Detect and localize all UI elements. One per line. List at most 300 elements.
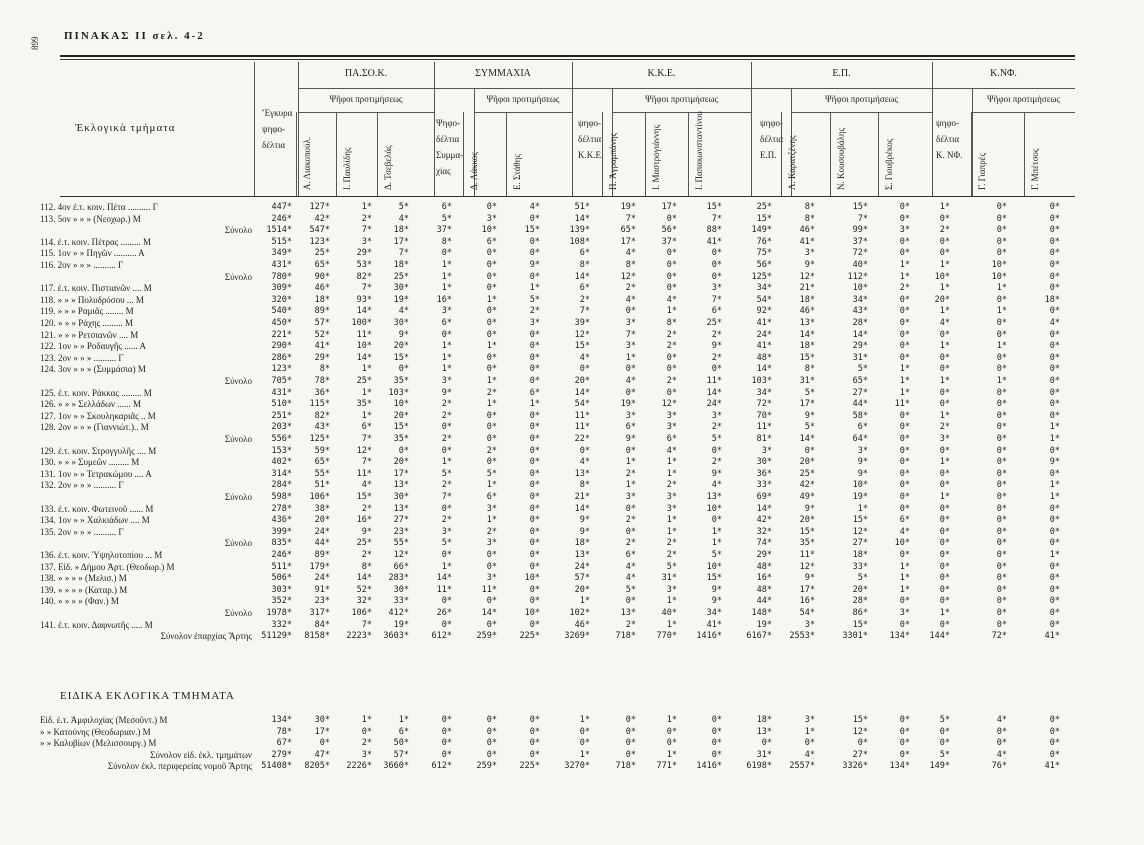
district-label: » » Καλυβίων (Μελισσουργ.) Μ: [40, 738, 157, 749]
cell-value: 0*: [579, 364, 590, 375]
cell-value: 11*: [574, 410, 590, 421]
candidate-divider: [377, 112, 378, 196]
cell-value: 17*: [661, 202, 677, 212]
cell-value: 18*: [1044, 294, 1060, 305]
cell-value: 35*: [356, 399, 372, 410]
cell-value: 2*: [711, 329, 722, 340]
cell-value: 21*: [799, 283, 815, 294]
cell-value: 1*: [398, 715, 409, 725]
cell-value: 11*: [356, 329, 372, 340]
cell-value: 0*: [625, 503, 636, 514]
cell-value: 36*: [314, 387, 330, 398]
party-underline: [298, 88, 434, 89]
district-label: Σύνολο: [224, 225, 252, 236]
cell-value: 3*: [486, 538, 497, 549]
cell-value: 0*: [1049, 619, 1060, 630]
cell-value: 1*: [486, 341, 497, 352]
cell-value: 1*: [939, 492, 950, 502]
cell-value: 14*: [756, 503, 772, 514]
cell-value: 0*: [939, 329, 950, 340]
cell-value: 6*: [486, 236, 497, 247]
cell-value: 4*: [666, 445, 677, 456]
pref-votes-header-0: Ψῆφοι προτιμήσεως: [329, 94, 403, 104]
cell-value: 0*: [529, 445, 540, 456]
cell-value: 0*: [939, 248, 950, 259]
cell-value: 317*: [309, 608, 330, 618]
cell-value: 9*: [711, 468, 722, 479]
cell-value: 31*: [852, 352, 868, 363]
cell-value: 41*: [799, 236, 815, 247]
cell-value: 1*: [996, 376, 1007, 386]
table-row: [0, 225, 1144, 236]
cell-value: 123*: [309, 236, 330, 247]
district-label: 131. 1ον » » Τετρακώμου .... Α: [40, 468, 152, 479]
cell-value: 9*: [804, 260, 815, 270]
cell-value: 0*: [666, 271, 677, 282]
cell-value: 29*: [356, 248, 372, 259]
cell-value: 91*: [314, 584, 330, 595]
ballot-divider: [972, 88, 973, 196]
table-row: [0, 469, 1144, 480]
cell-value: 51408*: [261, 761, 292, 772]
cell-value: 64*: [852, 434, 868, 444]
cell-value: 15*: [799, 526, 815, 537]
cell-value: 0*: [939, 515, 950, 526]
cell-value: 8158*: [304, 631, 330, 642]
cell-value: 0*: [666, 213, 677, 224]
cell-value: 52*: [356, 584, 372, 595]
cell-value: 15*: [356, 492, 372, 502]
cell-value: 0*: [361, 726, 372, 737]
table-row: [0, 376, 1144, 387]
cell-value: 55*: [393, 538, 409, 549]
district-label: 132. 2ον » » » .......... Γ: [40, 480, 124, 491]
cell-value: 2*: [625, 619, 636, 630]
cell-value: 8*: [361, 561, 372, 572]
cell-value: 25*: [314, 248, 330, 259]
cell-value: 36*: [756, 468, 772, 479]
cell-value: 0*: [529, 550, 540, 560]
cell-value: 1*: [666, 715, 677, 725]
cell-value: 1*: [996, 341, 1007, 352]
cell-value: 2553*: [789, 631, 815, 642]
cell-value: 4*: [996, 715, 1007, 725]
cell-value: 0*: [1049, 202, 1060, 212]
cell-value: 12*: [393, 550, 409, 560]
cell-value: 0*: [996, 213, 1007, 224]
party-name-0: ΠΑ.ΣΟ.Κ.: [344, 68, 388, 79]
cell-value: 5*: [625, 584, 636, 595]
district-label: 121. » » » Ρετσιανῶν .... Μ: [40, 329, 139, 340]
cell-value: 40*: [661, 608, 677, 618]
cell-value: 6*: [441, 318, 452, 328]
cell-value: 0*: [996, 329, 1007, 340]
cell-value: 42*: [756, 515, 772, 526]
cell-value: 30*: [393, 283, 409, 294]
cell-value: 1*: [996, 283, 1007, 294]
cell-value: 2*: [939, 422, 950, 433]
table-row: [0, 202, 1144, 213]
cell-value: 4*: [804, 749, 815, 760]
cell-value: 0*: [529, 468, 540, 479]
cell-value: 17*: [393, 468, 409, 479]
cell-value: 2*: [361, 213, 372, 224]
cell-value: 0*: [486, 422, 497, 433]
cell-value: 19*: [393, 294, 409, 305]
district-label: Σύνολον ἐπαρχίας Ἄρτης: [160, 631, 252, 642]
cell-value: 6*: [711, 306, 722, 317]
cell-value: 0*: [625, 526, 636, 537]
cell-value: 0*: [666, 387, 677, 398]
valid-ballots-header-line: δέλτια: [262, 140, 286, 150]
cell-value: 0*: [899, 738, 910, 749]
cell-value: 0*: [441, 715, 452, 725]
cell-value: 32*: [356, 596, 372, 607]
district-label: » » Κατούνης (Θεοδωριαν.) Μ: [40, 726, 151, 737]
cell-value: 0*: [529, 492, 540, 502]
candidate-name: Δ. Τσεβελάς: [383, 145, 393, 190]
cell-value: 12*: [852, 526, 868, 537]
cell-value: 0*: [899, 329, 910, 340]
cell-value: 352*: [271, 596, 292, 607]
header-divider: [751, 62, 752, 196]
cell-value: 75*: [756, 248, 772, 259]
cell-value: 25*: [756, 202, 772, 212]
cell-value: 0*: [996, 596, 1007, 607]
cell-value: 0*: [804, 738, 815, 749]
candidate-divider: [688, 112, 689, 196]
cell-value: 3*: [761, 445, 772, 456]
cell-value: 149*: [929, 761, 950, 772]
cell-value: 106*: [351, 608, 372, 618]
cell-value: 0*: [529, 538, 540, 549]
table-row: [0, 538, 1144, 549]
cell-value: 0*: [899, 457, 910, 468]
cell-value: 48*: [756, 352, 772, 363]
cell-value: 0*: [899, 236, 910, 247]
cell-value: 3*: [939, 434, 950, 444]
cell-value: 0*: [441, 596, 452, 607]
cell-value: 99*: [852, 225, 868, 236]
cell-value: 2*: [625, 283, 636, 294]
cell-value: 5*: [441, 213, 452, 224]
cell-value: 3*: [486, 573, 497, 584]
cell-value: 0*: [441, 550, 452, 560]
cell-value: 0*: [486, 306, 497, 317]
cell-value: 0*: [899, 715, 910, 725]
cell-value: 2226*: [346, 761, 372, 772]
cell-value: 1*: [939, 457, 950, 468]
cell-value: 1*: [361, 364, 372, 375]
cell-value: 0*: [441, 329, 452, 340]
cell-value: 11*: [574, 422, 590, 433]
cell-value: 1*: [486, 515, 497, 526]
cell-value: 1*: [579, 749, 590, 760]
cell-value: 1*: [625, 352, 636, 363]
cell-value: 18*: [574, 538, 590, 549]
district-label: 130. » » » Συμεῶν ......... Μ: [40, 457, 140, 468]
party-ballots-header: δέλτια: [936, 134, 960, 144]
cell-value: 3*: [804, 248, 815, 259]
cell-value: 11*: [756, 422, 772, 433]
cell-value: 1*: [529, 399, 540, 410]
cell-value: 0*: [939, 399, 950, 410]
cell-value: 7*: [625, 329, 636, 340]
cell-value: 47*: [314, 749, 330, 760]
cell-value: 14*: [799, 434, 815, 444]
cell-value: 1*: [1049, 434, 1060, 444]
party-ballots-header: Συμμα-: [436, 150, 464, 160]
cell-value: 0*: [441, 503, 452, 514]
cell-value: 770*: [656, 631, 677, 642]
cell-value: 12*: [799, 271, 815, 282]
cell-value: 14*: [356, 306, 372, 317]
cell-value: 278*: [271, 503, 292, 514]
cell-value: 19*: [756, 619, 772, 630]
cell-value: 1*: [711, 526, 722, 537]
cell-value: 412*: [388, 608, 409, 618]
cell-value: 0*: [1049, 715, 1060, 725]
cell-value: 69*: [756, 492, 772, 502]
candidate-divider: [463, 112, 464, 196]
cell-value: 6*: [529, 387, 540, 398]
cell-value: 0*: [996, 738, 1007, 749]
cell-value: 0*: [579, 726, 590, 737]
cell-value: 612*: [431, 631, 452, 642]
cell-value: 7*: [441, 492, 452, 502]
cell-value: 3*: [361, 236, 372, 247]
cell-value: 0*: [939, 503, 950, 514]
cell-value: 13*: [574, 550, 590, 560]
cell-value: 0*: [529, 213, 540, 224]
cell-value: 0*: [996, 526, 1007, 537]
cell-value: 0*: [666, 364, 677, 375]
header-divider: [298, 62, 299, 196]
party-ballots-header: ψηφο-: [760, 118, 784, 128]
cell-value: 125*: [751, 271, 772, 282]
cell-value: 0*: [857, 738, 868, 749]
party-ballots-header: Ε.Π.: [760, 150, 777, 160]
cell-value: 65*: [620, 225, 636, 236]
cell-value: 0*: [996, 410, 1007, 421]
cell-value: 153*: [271, 445, 292, 456]
cell-value: 8*: [441, 236, 452, 247]
cell-value: 0*: [529, 236, 540, 247]
cell-value: 3*: [486, 213, 497, 224]
cell-value: 1*: [361, 202, 372, 212]
cell-value: 22*: [574, 434, 590, 444]
cell-value: 3326*: [842, 761, 868, 772]
cell-value: 1*: [1049, 492, 1060, 502]
cell-value: 0*: [899, 306, 910, 317]
cell-value: 41*: [1044, 631, 1060, 642]
table-row: [0, 573, 1144, 584]
cell-value: 540*: [271, 306, 292, 317]
district-label: 129. ἐ.τ. κοιν. Στρογγυλῆς .... Μ: [40, 445, 157, 456]
cell-value: 76*: [991, 761, 1007, 772]
cell-value: 6*: [899, 515, 910, 526]
cell-value: 112*: [847, 271, 868, 282]
cell-value: 1416*: [696, 761, 722, 772]
party-name-1: ΣΥΜΜΑΧΙΑ: [475, 68, 531, 79]
cell-value: 279*: [271, 749, 292, 760]
cell-value: 34*: [852, 294, 868, 305]
cell-value: 15*: [852, 515, 868, 526]
cell-value: 31*: [756, 749, 772, 760]
table-row: [0, 585, 1144, 596]
cell-value: 2*: [579, 294, 590, 305]
cell-value: 7*: [625, 213, 636, 224]
candidate-name: Ι. Μαστρογιάννης: [651, 124, 661, 190]
cell-value: 11*: [706, 376, 722, 386]
table-row: [0, 446, 1144, 457]
cell-value: 13*: [620, 608, 636, 618]
top-rule-thin: [60, 59, 1075, 60]
cell-value: 15*: [799, 352, 815, 363]
table-row: [0, 399, 1144, 410]
cell-value: 8*: [804, 364, 815, 375]
cell-value: 17*: [393, 236, 409, 247]
cell-value: 3*: [625, 341, 636, 352]
cell-value: 3269*: [564, 631, 590, 642]
cell-value: 31*: [661, 573, 677, 584]
cell-value: 30*: [393, 492, 409, 502]
cell-value: 148*: [751, 608, 772, 618]
cell-value: 10*: [481, 225, 497, 236]
cell-value: 10*: [706, 561, 722, 572]
cell-value: 0*: [899, 749, 910, 760]
cell-value: 0*: [666, 726, 677, 737]
cell-value: 20*: [574, 584, 590, 595]
cell-value: 6*: [625, 422, 636, 433]
cell-value: 59*: [314, 445, 330, 456]
cell-value: 82*: [356, 271, 372, 282]
cell-value: 0*: [1049, 399, 1060, 410]
cell-value: 15*: [852, 715, 868, 725]
candidate-name: Σ. Γιουβρέκος: [884, 138, 894, 190]
table-row: [0, 515, 1144, 526]
cell-value: 3*: [711, 283, 722, 294]
cell-value: 25*: [393, 271, 409, 282]
cell-value: 1416*: [696, 631, 722, 642]
cell-value: 19*: [852, 492, 868, 502]
cell-value: 2*: [361, 738, 372, 749]
page-number: 899: [30, 36, 40, 50]
cell-value: 18*: [799, 341, 815, 352]
cell-value: 4*: [939, 318, 950, 328]
cell-value: 30*: [393, 318, 409, 328]
cell-value: 11*: [356, 468, 372, 479]
cell-value: 14*: [481, 608, 497, 618]
cell-value: 0*: [529, 526, 540, 537]
cell-value: 16*: [756, 573, 772, 584]
cell-value: 0*: [529, 422, 540, 433]
cell-value: 0*: [486, 596, 497, 607]
district-label: Εἰδ. ἐ.τ. Ἀμφιλοχίας (Μεσοῦντ.) Μ: [40, 715, 168, 725]
cell-value: 0*: [441, 248, 452, 259]
cell-value: 0*: [398, 445, 409, 456]
cell-value: 2*: [666, 341, 677, 352]
cell-value: 8205*: [304, 761, 330, 772]
cell-value: 0*: [529, 715, 540, 725]
cell-value: 37*: [852, 236, 868, 247]
table-row: [0, 388, 1144, 399]
cell-value: 93*: [356, 294, 372, 305]
district-label: 136. ἐ.τ. κοιν. Ὑψηλοτοπίου ... Μ: [40, 550, 163, 560]
district-label: 119. » » » Ραμιᾶς ........ Μ: [40, 306, 134, 317]
cell-value: 431*: [271, 260, 292, 270]
cell-value: 0*: [486, 561, 497, 572]
cell-value: 57*: [574, 573, 590, 584]
cell-value: 2*: [666, 480, 677, 491]
cell-value: 0*: [529, 503, 540, 514]
cell-value: 6167*: [746, 631, 772, 642]
cell-value: 3*: [625, 492, 636, 502]
cell-value: 1*: [939, 410, 950, 421]
cell-value: 9*: [529, 260, 540, 270]
cell-value: 1*: [899, 376, 910, 386]
cell-value: 53*: [356, 260, 372, 270]
district-label: Σύνολο: [224, 434, 252, 444]
pref-votes-header-4: Ψῆφοι προτιμήσεως: [987, 94, 1060, 104]
cell-value: 30*: [314, 715, 330, 725]
cell-value: 34*: [756, 387, 772, 398]
cell-value: 10*: [524, 608, 540, 618]
cell-value: 290*: [271, 341, 292, 352]
cell-value: 5*: [441, 468, 452, 479]
cell-value: 1*: [625, 480, 636, 491]
cell-value: 0*: [529, 584, 540, 595]
party-underline: [434, 88, 572, 89]
cell-value: 0*: [711, 445, 722, 456]
party-name-4: Κ.ΝΦ.: [990, 68, 1017, 79]
district-label: 114. ἐ.τ. κοιν. Πέτρας ......... Μ: [40, 236, 152, 247]
cell-value: 41*: [756, 318, 772, 328]
cell-value: 127*: [309, 202, 330, 212]
cell-value: 0*: [996, 538, 1007, 549]
cell-value: 0*: [996, 236, 1007, 247]
cell-value: 1*: [361, 715, 372, 725]
cell-value: 0*: [625, 445, 636, 456]
cell-value: 0*: [939, 387, 950, 398]
cell-value: 0*: [441, 738, 452, 749]
cell-value: 46*: [799, 306, 815, 317]
cell-value: 0*: [319, 738, 330, 749]
cell-value: 0*: [1049, 561, 1060, 572]
table-row: [0, 306, 1144, 317]
pref-votes-header-3: Ψῆφοι προτιμήσεως: [825, 94, 898, 104]
cell-value: 78*: [314, 376, 330, 386]
cell-value: 37*: [661, 236, 677, 247]
cell-value: 1*: [899, 271, 910, 282]
cell-value: 4*: [625, 561, 636, 572]
special-section-title: ΕΙΔΙΚΑ ΕΚΛΟΓΙΚΑ ΤΜΗΜΑΤΑ: [60, 690, 235, 702]
cell-value: 284*: [271, 480, 292, 491]
party-ballots-header: ψηφο-: [578, 118, 602, 128]
cell-value: 5*: [486, 468, 497, 479]
cell-value: 349*: [271, 248, 292, 259]
cell-value: 8*: [579, 260, 590, 270]
cell-value: 251*: [271, 410, 292, 421]
cell-value: 0*: [529, 341, 540, 352]
cell-value: 246*: [271, 213, 292, 224]
cell-value: 1*: [441, 271, 452, 282]
valid-ballots-header-line: Ἔγκυρα: [262, 108, 293, 118]
cell-value: 0*: [1049, 376, 1060, 386]
cell-value: 106*: [309, 492, 330, 502]
candidate-divider: [336, 112, 337, 196]
cell-value: 0*: [996, 364, 1007, 375]
